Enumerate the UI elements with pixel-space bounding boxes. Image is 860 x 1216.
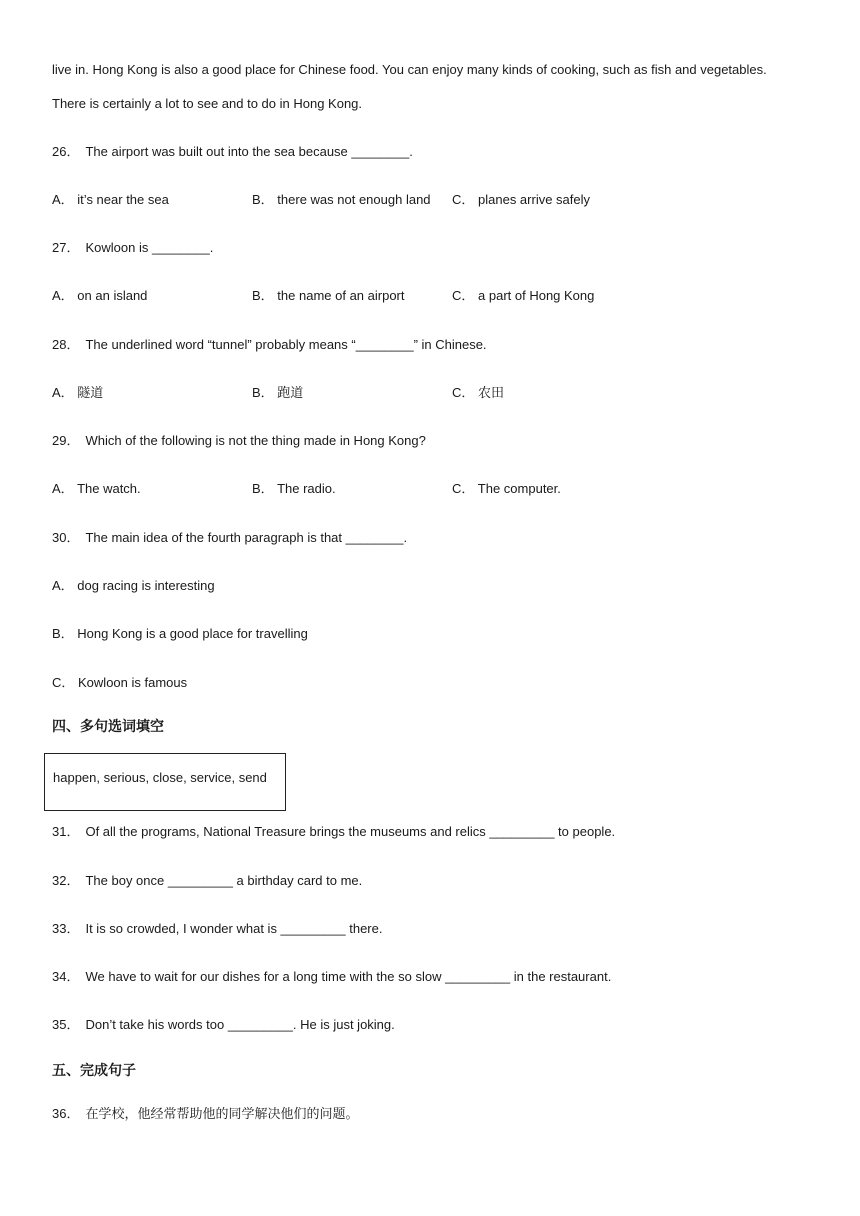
- question-number: 30．: [52, 530, 80, 545]
- passage-line: There is certainly a lot to see and to do in Hong Kong.: [52, 96, 363, 111]
- option-a: A． The watch.: [52, 481, 141, 496]
- question-26: [52, 143, 413, 161]
- option-c: C． 农田: [452, 385, 505, 400]
- section-heading: 五、完成句子: [52, 1062, 136, 1078]
- question-number: 29．: [52, 433, 80, 448]
- question-35: 35． Don’t take his words too _________. He is just joking.: [52, 1017, 395, 1032]
- option-b: B． the name of an airport: [252, 288, 405, 303]
- option-a: A． dog racing is interesting: [52, 578, 215, 593]
- question-text: Kowloon is ________.: [85, 240, 214, 255]
- section-heading: 四、多句选词填空: [52, 718, 164, 734]
- question-30: [52, 529, 407, 547]
- option-b: B． 跑道: [252, 385, 304, 400]
- option-a: A． 隧道: [52, 385, 104, 400]
- question-33: 33． It is so crowded, I wonder what is _________ there.: [52, 921, 383, 936]
- question-number: 27．: [52, 240, 80, 255]
- question-text: The underlined word “tunnel” probably means “________” in Chinese.: [85, 337, 487, 352]
- question-number: 28．: [52, 337, 80, 352]
- option-a: A． on an island: [52, 288, 148, 303]
- question-36: 36． 在学校，他经常帮助他的同学解决他们的问题。: [52, 1106, 359, 1121]
- question-number: 26．: [52, 144, 80, 159]
- option-c: C． a part of Hong Kong: [452, 288, 595, 303]
- question-28: [52, 336, 487, 354]
- question-27: [52, 239, 213, 257]
- word-bank-box: [44, 753, 286, 811]
- word-bank: happen, serious, close, service, send: [53, 770, 267, 785]
- option-b: B． Hong Kong is a good place for travelling: [52, 626, 308, 641]
- option-c: C． Kowloon is famous: [52, 675, 188, 690]
- option-c: C． planes arrive safely: [452, 192, 591, 207]
- option-c: C． The computer.: [452, 481, 561, 496]
- question-31: 31． Of all the programs, National Treasure brings the museums and relics _________ to people.: [52, 824, 616, 839]
- passage-line: live in. Hong Kong is also a good place for Chinese food. You can enjoy many kinds of cooking, such as fish and vegetables.: [52, 62, 767, 77]
- question-29: [52, 432, 426, 450]
- question-32: 32． The boy once _________ a birthday card to me.: [52, 873, 363, 888]
- question-text: The main idea of the fourth paragraph is that ________.: [85, 530, 408, 545]
- question-34: 34． We have to wait for our dishes for a long time with the so slow _________ in the restaurant.: [52, 969, 612, 984]
- option-b: B． The radio.: [252, 481, 336, 496]
- question-text: Which of the following is not the thing made in Hong Kong?: [85, 433, 426, 448]
- question-text: The airport was built out into the sea because ________.: [85, 144, 413, 159]
- option-a: A． it’s near the sea: [52, 192, 169, 207]
- option-b: B． there was not enough land: [252, 192, 431, 207]
